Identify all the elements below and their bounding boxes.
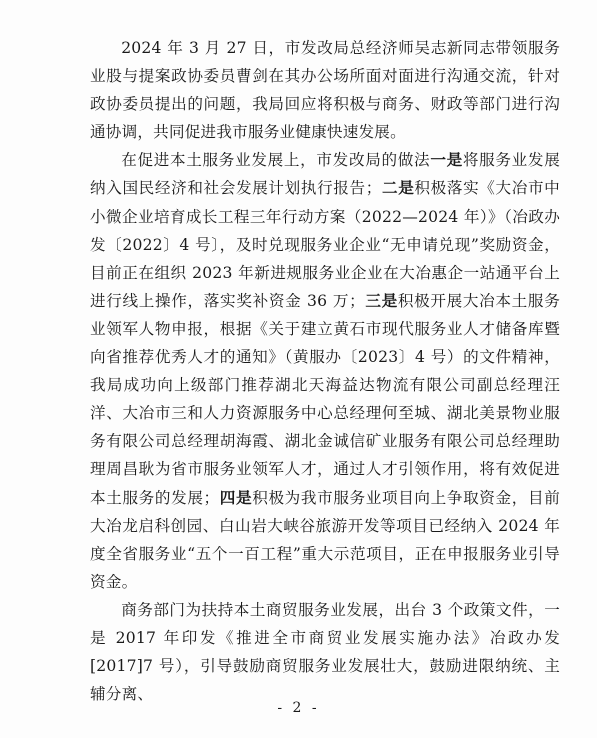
paragraph-commerce-policy (90, 596, 560, 708)
paragraph-development-measures (90, 146, 560, 596)
text-segment: 积极落实《大冶市中小微企业培育成长工程三年行动方案（2022—2024 年）》（冶政办发〔2022〕4 号〕，及时兑现服务业企业“无申请兑现”奖励资金，目前正在组织 2023 年新进规服务业企业在大冶惠企一站通平台上进行线上操作，落实奖补资金 36 万； (90, 179, 560, 310)
text-segment: 积极为我市服务业项目向上争取资金，目前大冶龙启科创园、白山岩大峡谷旅游开发等项目已经纳入 2024 年度全省服务业“五个一百工程”重大示范项目，正在申报服务业引导资金。 (90, 488, 560, 591)
page-number: - 2 - (277, 700, 320, 716)
ordinal-marker: 三是 (364, 290, 398, 310)
text-segment: 积极开展大冶本土服务业领军人物申报，根据《关于建立黄石市现代服务业人才储备库暨向省推荐优秀人才的通知》（黄服办〔2023〕4 号）的文件精神，我局成功向上级部门推荐湖北天海益达物流有限公司副总经理汪洋、大冶市三和人力资源服务中心总经理何至城、湖北美景物业服务有限公司总经理胡海霞、湖北金诚信矿业服务有限公司总经理助理周昌耿为省市服务业领军人才，通过人才引领作用，将有效促进本土服务的发展； (90, 291, 560, 507)
ordinal-marker: 二是 (381, 178, 415, 198)
paragraph-meeting (90, 34, 560, 146)
document-body (90, 34, 560, 708)
text-segment: 2024 年 3 月 27 日，市发改局总经济师吴志新同志带领服务业股与提案政协委员曹剑在其办公场所面对面进行沟通交流，针对政协委员提出的问题，我局回应将积极与商务、财政等部门进行沟通协调，共同促进我市服务业健康快速发展。 (90, 39, 560, 142)
text-segment: 将服务业发展纳入国民经济和社会发展计划执行报告； (90, 151, 560, 198)
text-segment: 商务部门为扶持本土商贸服务业发展，出台 3 个政策文件，一是 2017 年印发《推进全市商贸业发展实施办法》冶政办发[2017]7 号），引导鼓励商贸服务业发展壮大，鼓励进限纳统、主辅分离、 (90, 600, 560, 704)
ordinal-marker: 四是 (219, 487, 253, 507)
ordinal-marker: 一是 (430, 150, 463, 170)
text-segment: 在促进本土服务业发展上，市发改局的做法 (121, 151, 431, 170)
